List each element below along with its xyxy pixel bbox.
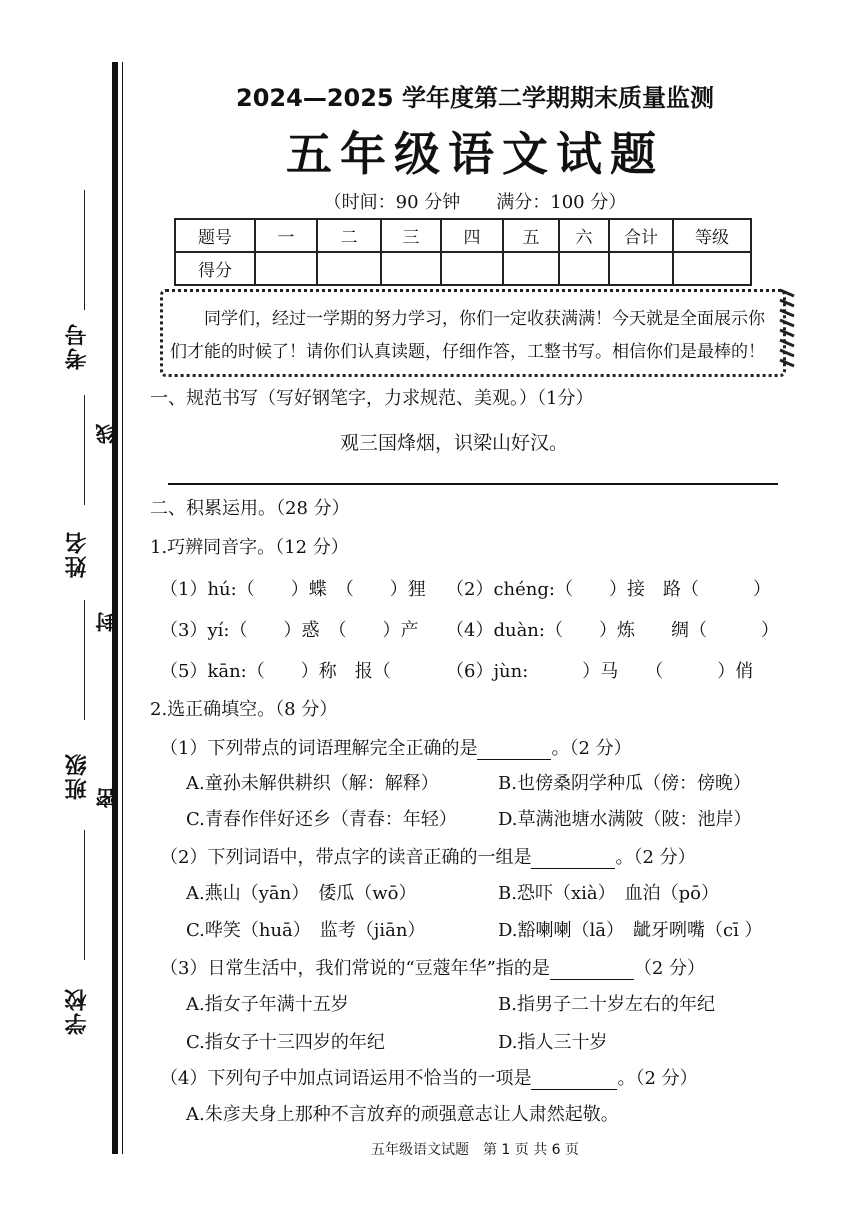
name-label: 姓名 <box>65 530 90 578</box>
seal-line-mark: 线 <box>95 424 119 444</box>
q1-item: （1）hú:（ ）蝶 （ ）狸 <box>160 579 426 600</box>
option-d: D.指人三十岁 <box>498 1032 608 1053</box>
question-stem: （4）下列句子中加点词语运用不恰当的一项是 <box>160 1068 532 1089</box>
exam-no-write-line <box>84 190 85 310</box>
score-cell[interactable] <box>255 252 317 285</box>
option-a: A.朱彦夫身上那种不言放弃的顽强意志让人肃然起敬。 <box>186 1104 619 1125</box>
question-score: 。（2 分） <box>617 1068 698 1089</box>
seal-mi-mark: 密 <box>95 788 119 808</box>
option-a: A.童孙未解供耕织（解：解释） <box>186 773 439 794</box>
table-cell: 二 <box>317 219 381 252</box>
table-cell: 得分 <box>175 252 255 285</box>
table-cell: 题号 <box>175 219 255 252</box>
option-b: B.也傍桑阴学种瓜（傍：傍晚） <box>498 773 751 794</box>
name-write-line <box>84 395 85 505</box>
question-stem: （2）下列词语中，带点字的读音正确的一组是 <box>160 847 532 868</box>
option-d: D.豁喇喇（lā） 龇牙咧嘴（cī ） <box>498 920 763 941</box>
question-score: 。（2 分） <box>615 847 696 868</box>
school-label: 学校 <box>65 987 90 1035</box>
answer-blank[interactable] <box>531 850 615 869</box>
q2-item-stem <box>160 734 632 760</box>
table-cell: 四 <box>441 219 503 252</box>
q2-item-stem <box>160 1064 698 1090</box>
option-b: B.指男子二十岁左右的年纪 <box>498 994 715 1015</box>
score-cell[interactable] <box>673 252 751 285</box>
option-a: A.燕山（yān） 倭瓜（wō） <box>186 883 417 904</box>
q1-item: （4）duàn:（ ）炼 绸（ ） <box>446 620 779 641</box>
q1-title: 1.巧辨同音字。（12 分） <box>150 537 349 558</box>
page-footer: 五年级语文试题 第 1 页 共 6 页 <box>370 1142 580 1158</box>
score-cell[interactable] <box>441 252 503 285</box>
score-cell[interactable] <box>381 252 441 285</box>
table-cell: 三 <box>381 219 441 252</box>
answer-blank[interactable] <box>550 961 634 980</box>
question-stem: （3）日常生活中，我们常说的“豆蔻年华”指的是 <box>160 958 550 979</box>
section2-heading: 二、积累运用。（28 分） <box>150 498 350 519</box>
option-c: C.哗笑（huā） 监考（jiān） <box>186 920 426 941</box>
table-cell: 等级 <box>673 219 751 252</box>
table-cell: 一 <box>255 219 317 252</box>
q2-item-stem <box>160 843 696 869</box>
answer-blank[interactable] <box>531 1071 617 1090</box>
binding-margin-line <box>112 62 118 1154</box>
score-cell[interactable] <box>503 252 559 285</box>
question-score: （2 分） <box>633 958 706 979</box>
binding-margin-line-thin <box>122 62 123 1154</box>
exam-no-label: 考号 <box>65 322 90 370</box>
score-cell[interactable] <box>317 252 381 285</box>
exam-time-score: （时间：90 分钟 满分：100 分） <box>323 192 627 213</box>
table-cell: 五 <box>503 219 559 252</box>
q1-item: （5）kān:（ ）称 报（ <box>160 661 445 682</box>
option-c: C.指女子十三四岁的年纪 <box>186 1032 385 1053</box>
q1-item: （6）jùn: ）马 （ ）俏 <box>446 661 754 682</box>
option-b: B.恐吓（xià） 血泊（pō） <box>498 883 719 904</box>
class-label: 班级 <box>65 752 90 800</box>
notice-text: 同学们，经过一学期的努力学习，你们一定收获满满！今天就是全面展示你们才能的时候了！请你们认真读题，仔细作答，工整书写。相信你们是最棒的！ <box>170 309 765 362</box>
option-a: A.指女子年满十五岁 <box>186 994 349 1015</box>
score-table-score-row <box>175 252 751 285</box>
section1-heading: 一、规范书写（写好钢笔字，力求规范、美观。）（1分） <box>150 388 594 409</box>
question-score: 。（2 分） <box>551 738 632 759</box>
q1-item: （2）chéng:（ ）接 路（ ） <box>446 579 771 600</box>
score-cell[interactable] <box>559 252 609 285</box>
writing-line[interactable] <box>168 483 778 485</box>
seal-feng-mark: 封 <box>95 612 119 632</box>
score-cell[interactable] <box>609 252 673 285</box>
option-d: D.草满池塘水满陂（陂：池岸） <box>498 809 752 830</box>
table-cell: 六 <box>559 219 609 252</box>
q2-item-stem <box>160 954 705 980</box>
question-stem: （1）下列带点的词语理解完全正确的是 <box>160 738 478 759</box>
exam-period-title: 2024—2025 学年度第二学期期末质量监测 <box>236 84 714 112</box>
answer-blank[interactable] <box>477 741 551 760</box>
q1-item: （3）yí:（ ）惑 （ ）产 <box>160 620 419 641</box>
calligraphy-sentence: 观三国烽烟，识梁山好汉。 <box>340 432 569 454</box>
score-table-header-row <box>175 219 751 252</box>
table-cell: 合计 <box>609 219 673 252</box>
school-write-line <box>84 830 85 960</box>
option-c: C.青春作伴好还乡（青春：年轻） <box>186 809 457 830</box>
score-table <box>174 218 752 286</box>
class-write-line <box>84 600 85 720</box>
q2-title: 2.选正确填空。（8 分） <box>150 699 338 720</box>
wavy-border-decoration <box>776 286 798 374</box>
exam-title: 五年级语文试题 <box>286 127 664 181</box>
